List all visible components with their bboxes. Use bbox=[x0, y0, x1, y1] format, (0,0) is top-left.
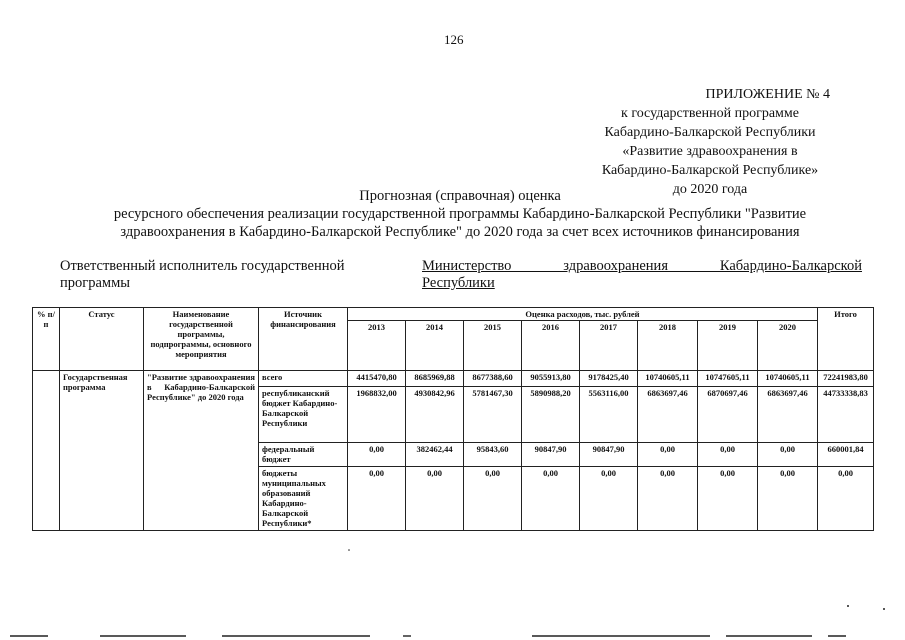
value-cell: 0,00 bbox=[698, 467, 758, 531]
value-cell: 10740605,11 bbox=[758, 371, 818, 387]
value-cell: 0,00 bbox=[638, 443, 698, 467]
scan-dot bbox=[348, 549, 350, 551]
scan-dot bbox=[883, 608, 885, 610]
value-cell: 0,00 bbox=[758, 443, 818, 467]
total-cell: 0,00 bbox=[818, 467, 874, 531]
value-cell: 0,00 bbox=[698, 443, 758, 467]
value-cell: 8677388,60 bbox=[464, 371, 522, 387]
header-status: Статус bbox=[60, 308, 144, 371]
appendix-line: Кабардино-Балкарской Республике» bbox=[601, 163, 819, 178]
value-cell: 9055913,80 bbox=[522, 371, 580, 387]
responsible-value-line: Республики bbox=[422, 275, 495, 291]
appendix-line: «Развитие здравоохранения в bbox=[622, 144, 798, 159]
source-cell: бюджеты муниципальных образований Кабардино-Балкарской Республики* bbox=[259, 467, 348, 531]
value-cell: 0,00 bbox=[522, 467, 580, 531]
value-cell: 10747605,11 bbox=[698, 371, 758, 387]
value-cell: 9178425,40 bbox=[580, 371, 638, 387]
value-cell: 5890988,20 bbox=[522, 387, 580, 443]
appendix-line: к государственной программе bbox=[621, 106, 799, 121]
title-line: здравоохранения в Кабардино-Балкарской Республике" до 2020 года за счет всех источников финансирования bbox=[120, 224, 800, 240]
value-cell: 6870697,46 bbox=[698, 387, 758, 443]
source-cell: республиканский бюджет Кабардино-Балкарской Республики bbox=[259, 387, 348, 443]
header-year: 2013 bbox=[348, 321, 406, 371]
scan-dot bbox=[847, 605, 849, 607]
value-cell: 0,00 bbox=[580, 467, 638, 531]
value-cell: 6863697,46 bbox=[758, 387, 818, 443]
header-name: Наименование государственной программы, подпрограммы, основного мероприятия bbox=[144, 308, 259, 371]
header-estimate: Оценка расходов, тыс. рублей bbox=[348, 308, 818, 321]
value-cell: 0,00 bbox=[464, 467, 522, 531]
value-cell: 0,00 bbox=[638, 467, 698, 531]
value-cell: 6863697,46 bbox=[638, 387, 698, 443]
value-cell: 95843,60 bbox=[464, 443, 522, 467]
responsible-value-line: Министерство здравоохранения Кабардино-Балкарской bbox=[422, 258, 862, 274]
value-cell: 90847,90 bbox=[522, 443, 580, 467]
value-cell: 0,00 bbox=[758, 467, 818, 531]
value-cell: 5563116,00 bbox=[580, 387, 638, 443]
source-cell: федеральный бюджет bbox=[259, 443, 348, 467]
value-cell: 4415470,80 bbox=[348, 371, 406, 387]
page-number: 126 bbox=[444, 32, 464, 47]
value-cell: 382462,44 bbox=[406, 443, 464, 467]
value-cell: 0,00 bbox=[406, 467, 464, 531]
header-total: Итого bbox=[818, 308, 874, 371]
title-line: ресурсного обеспечения реализации государственной программы Кабардино-Балкарской Республики "Развитие bbox=[113, 206, 807, 222]
header-year: 2015 bbox=[464, 321, 522, 371]
total-cell: 44733338,83 bbox=[818, 387, 874, 443]
appendix-line: Кабардино-Балкарской Республики bbox=[604, 125, 816, 140]
value-cell: 90847,90 bbox=[580, 443, 638, 467]
value-cell: 8685969,88 bbox=[406, 371, 464, 387]
responsible-label-line: программы bbox=[60, 275, 130, 291]
header-year: 2016 bbox=[522, 321, 580, 371]
title-line: Прогнозная (справочная) оценка bbox=[359, 188, 561, 204]
program-name-cell: "Развитие здравоохранения в Кабардино-Балкарской Республике" до 2020 года bbox=[144, 371, 259, 531]
header-source: Источник финансирования bbox=[259, 308, 348, 371]
header-num: % п/п bbox=[33, 308, 60, 371]
total-cell: 660001,84 bbox=[818, 443, 874, 467]
value-cell: 0,00 bbox=[348, 443, 406, 467]
source-cell: всего bbox=[259, 371, 348, 387]
header-year: 2020 bbox=[758, 321, 818, 371]
status-cell: Государственная программа bbox=[60, 371, 144, 531]
total-cell: 72241983,80 bbox=[818, 371, 874, 387]
appendix-line: до 2020 года bbox=[672, 182, 748, 197]
value-cell: 0,00 bbox=[348, 467, 406, 531]
appendix-title: ПРИЛОЖЕНИЕ № 4 bbox=[705, 87, 830, 102]
header-year: 2017 bbox=[580, 321, 638, 371]
value-cell: 10740605,11 bbox=[638, 371, 698, 387]
header-year: 2018 bbox=[638, 321, 698, 371]
responsible-label-line: Ответственный исполнитель государственной bbox=[60, 258, 345, 274]
header-year: 2019 bbox=[698, 321, 758, 371]
value-cell: 5781467,30 bbox=[464, 387, 522, 443]
value-cell: 1968832,00 bbox=[348, 387, 406, 443]
header-year: 2014 bbox=[406, 321, 464, 371]
value-cell: 4930842,96 bbox=[406, 387, 464, 443]
